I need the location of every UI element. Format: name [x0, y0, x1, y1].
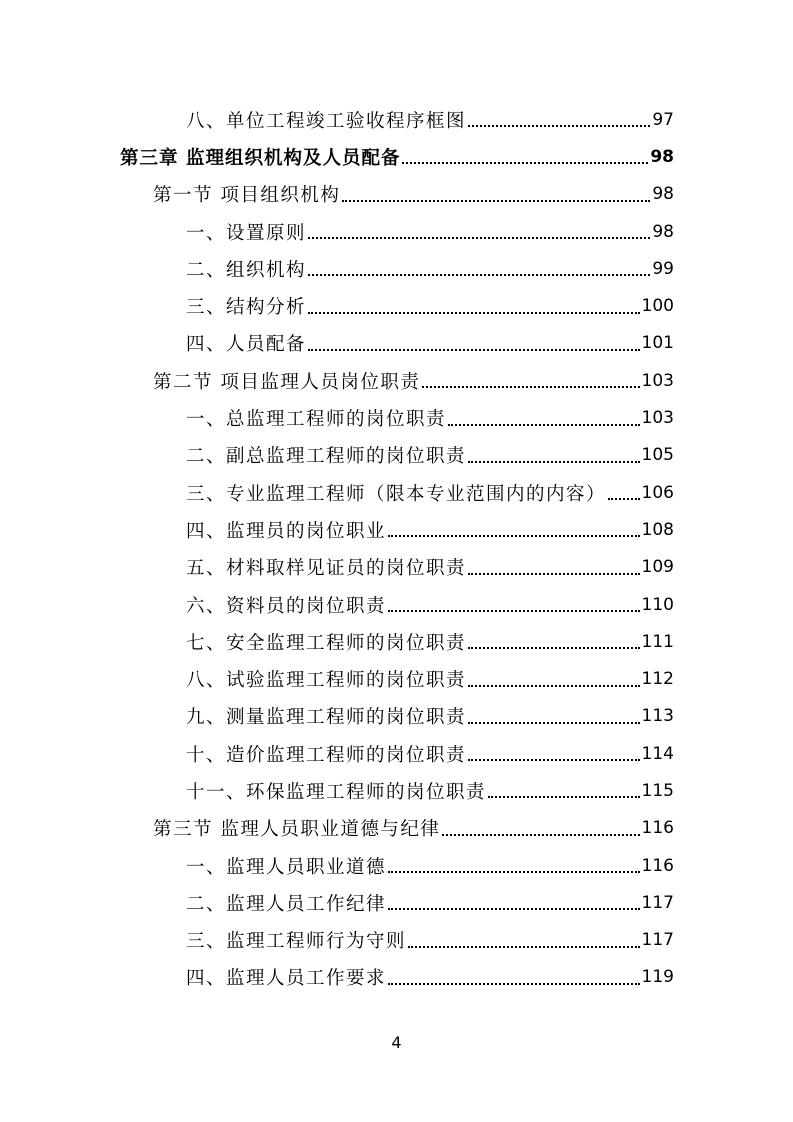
toc-page-number: 112 [641, 669, 674, 690]
toc-entry[interactable] [186, 959, 674, 996]
toc-entry[interactable] [186, 698, 674, 735]
toc-leader-dots [402, 161, 648, 164]
toc-leader-dots [422, 385, 639, 388]
toc-entry[interactable] [186, 474, 674, 511]
toc-entry[interactable] [186, 772, 674, 809]
toc-leader-dots [468, 758, 640, 761]
toc-page-number: 108 [641, 519, 674, 540]
toc-page-number: 97 [652, 109, 674, 130]
toc-page-number: 119 [641, 967, 674, 988]
toc-leader-dots [388, 907, 640, 910]
toc-page-number: 106 [641, 482, 674, 503]
toc-entry-label: 二、副总监理工程师的岗位职责 [186, 446, 467, 468]
toc-leader-dots [388, 609, 640, 612]
toc-entry-label: 一、设置原则 [186, 222, 307, 244]
toc-leader-dots [468, 684, 640, 687]
toc-entry-label: 四、监理员的岗位职业 [186, 520, 387, 542]
toc-entry[interactable] [186, 325, 674, 362]
toc-chapter-entry[interactable] [120, 138, 674, 175]
toc-entry-label: 三、结构分析 [186, 297, 307, 319]
toc-page-number: 116 [641, 855, 674, 876]
toc-entry-label: 十、造价监理工程师的岗位职责 [186, 744, 467, 766]
toc-entry-label: 一、监理人员职业道德 [186, 856, 387, 878]
toc-leader-dots [488, 795, 640, 798]
toc-leader-dots [308, 273, 650, 276]
toc-page-number: 113 [641, 706, 674, 727]
toc-section-entry[interactable] [153, 362, 674, 399]
toc-entry-label: 八、试验监理工程师的岗位职责 [186, 670, 467, 692]
toc-page-number: 116 [641, 818, 674, 839]
toc-entry[interactable] [186, 922, 674, 959]
toc-page-number: 117 [641, 930, 674, 951]
toc-page-number: 111 [641, 631, 674, 652]
toc-leader-dots [468, 646, 640, 649]
toc-entry-label: 二、组织机构 [186, 259, 307, 281]
toc-page-number: 98 [652, 221, 674, 242]
toc-page-number: 105 [641, 445, 674, 466]
toc-leader-dots [468, 460, 640, 463]
toc-section-entry[interactable] [153, 176, 674, 213]
toc-section-entry[interactable] [153, 810, 674, 847]
toc-entry-label: 一、总监理工程师的岗位职责 [186, 409, 447, 431]
toc-page-number: 99 [652, 258, 674, 279]
toc-entry[interactable] [186, 623, 674, 660]
toc-leader-dots [468, 124, 650, 127]
toc-leader-dots [388, 870, 640, 873]
toc-leader-dots [448, 423, 640, 426]
toc-page-number: 100 [641, 296, 674, 317]
toc-leader-dots [308, 311, 640, 314]
toc-leader-dots [468, 572, 640, 575]
toc-entry-label: 九、测量监理工程师的岗位职责 [186, 707, 467, 729]
toc-entry-label: 五、材料取样见证员的岗位职责 [186, 558, 467, 580]
toc-entry[interactable] [186, 735, 674, 772]
toc-page-number: 103 [641, 370, 674, 391]
toc-entry-label: 二、监理人员工作纪律 [186, 893, 387, 915]
toc-entry[interactable] [186, 884, 674, 921]
toc-entry-label: 六、资料员的岗位职责 [186, 595, 387, 617]
toc-entry[interactable] [186, 511, 674, 548]
toc-entry-label: 十一、环保监理工程师的岗位职责 [186, 781, 487, 803]
toc-entry-label: 四、监理人员工作要求 [186, 968, 387, 990]
toc-entry[interactable] [186, 250, 674, 287]
toc-entry-label: 四、人员配备 [186, 334, 307, 356]
toc-leader-dots [388, 534, 640, 537]
toc-page-number: 98 [650, 146, 674, 167]
toc-entry[interactable] [186, 213, 674, 250]
toc-entry[interactable] [186, 847, 674, 884]
toc-entry[interactable] [186, 660, 674, 697]
toc-page-number: 110 [641, 594, 674, 615]
toc-entry[interactable] [186, 101, 674, 138]
toc-entry[interactable] [186, 399, 674, 436]
toc-entry-label: 八、单位工程竣工验收程序框图 [186, 110, 467, 132]
toc-entry-label: 第一节 项目组织机构 [153, 185, 341, 207]
toc-leader-dots [308, 236, 650, 239]
toc-leader-dots [388, 982, 640, 985]
toc-leader-dots [408, 945, 640, 948]
toc-entry[interactable] [186, 287, 674, 324]
toc-leader-dots [468, 721, 640, 724]
toc-leader-dots [308, 348, 640, 351]
toc-entry-label: 第二节 项目监理人员岗位职责 [153, 371, 421, 393]
toc-leader-dots [608, 497, 640, 500]
toc-entry-label: 三、专业监理工程师（限本专业范围内的内容） [186, 483, 607, 505]
toc-page-number: 114 [641, 743, 674, 764]
toc-entry[interactable] [186, 586, 674, 623]
toc-entry-label: 第三章 监理组织机构及人员配备 [120, 147, 401, 169]
toc-entry-label: 三、监理工程师行为守则 [186, 931, 407, 953]
toc-page-number: 109 [641, 557, 674, 578]
toc-entry[interactable] [186, 549, 674, 586]
toc-leader-dots [442, 833, 639, 836]
toc-entry-label: 第三节 监理人员职业道德与纪律 [153, 819, 441, 841]
table-of-contents [0, 101, 793, 996]
toc-entry-label: 七、安全监理工程师的岗位职责 [186, 632, 467, 654]
page-number: 4 [391, 1033, 402, 1052]
toc-entry[interactable] [186, 437, 674, 474]
toc-leader-dots [342, 199, 650, 202]
toc-page-number: 115 [641, 780, 674, 801]
toc-page-number: 101 [641, 333, 674, 354]
toc-page-number: 98 [652, 184, 674, 205]
toc-page-number: 103 [641, 408, 674, 429]
toc-page-number: 117 [641, 892, 674, 913]
